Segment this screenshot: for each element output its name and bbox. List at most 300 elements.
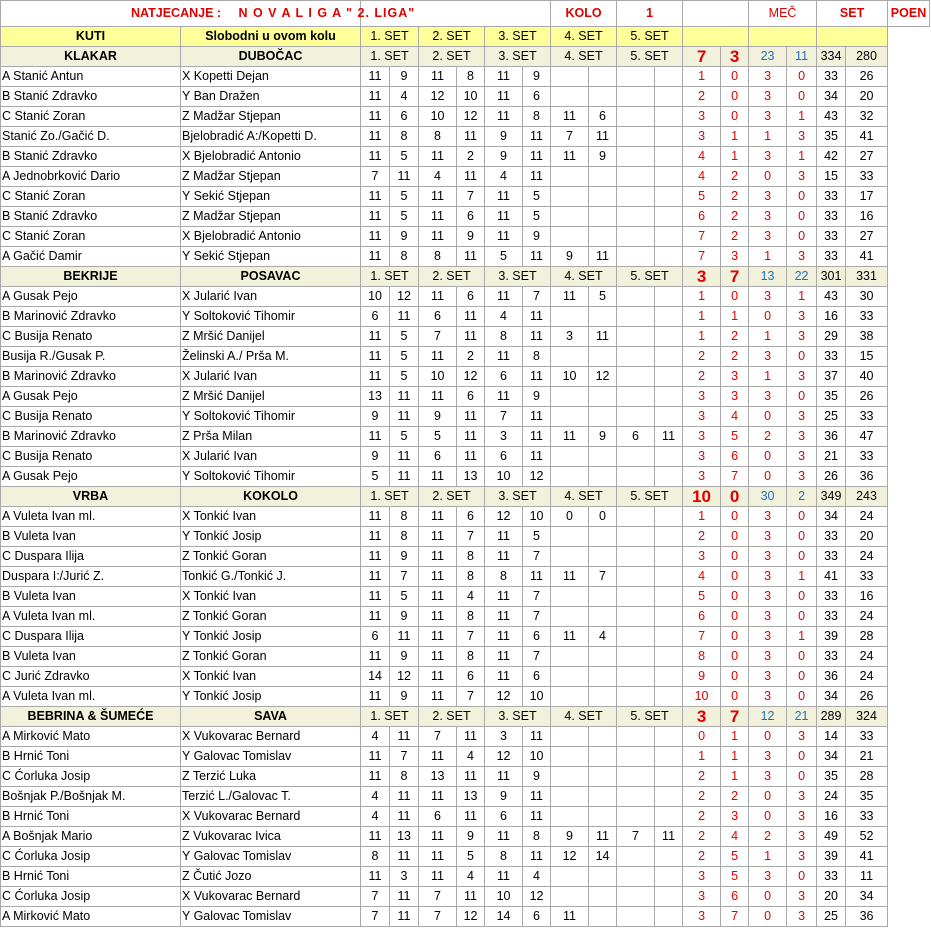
set-score: [551, 787, 589, 807]
set-score: 11: [485, 827, 523, 847]
set-score: 12: [419, 87, 457, 107]
game-row: [1, 527, 930, 547]
set-score: [551, 867, 589, 887]
set-score: [551, 587, 589, 607]
set-label: 4. SET: [551, 267, 617, 287]
set-label: 3. SET: [485, 47, 551, 67]
set-score: [655, 447, 683, 467]
sets-won-home: 3: [749, 147, 787, 167]
game-row: [1, 767, 930, 787]
set-score: 13: [361, 387, 390, 407]
running-score-home: 0: [683, 727, 721, 747]
points-home: 16: [817, 307, 846, 327]
home-player: B Hrnić Toni: [1, 867, 181, 887]
set-score: 11: [485, 87, 523, 107]
set-score: 11: [457, 307, 485, 327]
home-player: C Ćorluka Josip: [1, 847, 181, 867]
set-score: 11: [457, 247, 485, 267]
sets-won-home: 3: [749, 547, 787, 567]
set-score: 11: [419, 207, 457, 227]
points-home: 33: [817, 247, 846, 267]
sets-won-away: 0: [787, 687, 817, 707]
set-score: [617, 627, 655, 647]
set-score: 11: [419, 347, 457, 367]
set-score: 8: [523, 827, 551, 847]
sets-won-home: 3: [749, 227, 787, 247]
set-score: [551, 887, 589, 907]
set-score: 11: [457, 167, 485, 187]
set-score: [589, 467, 617, 487]
home-player: B Vuleta Ivan: [1, 587, 181, 607]
set-score: 5: [361, 467, 390, 487]
set-score: 8: [361, 847, 390, 867]
set-score: [617, 447, 655, 467]
set-score: 10: [523, 507, 551, 527]
set-score: 9: [390, 547, 419, 567]
sets-won-away: 0: [787, 667, 817, 687]
set-score: 12: [390, 667, 419, 687]
away-player: Z Terzić Luka: [181, 767, 361, 787]
set-score: 7: [419, 887, 457, 907]
set-score: 11: [390, 807, 419, 827]
home-player: Busija R./Gusak P.: [1, 347, 181, 367]
set-score: [655, 247, 683, 267]
match-score-away: 7: [721, 707, 749, 727]
sets-won-home: 3: [749, 687, 787, 707]
set-score: 4: [419, 167, 457, 187]
running-score-home: 3: [683, 387, 721, 407]
points-away: 24: [846, 607, 888, 627]
set-score: [655, 587, 683, 607]
away-player: Y Sekić Stjepan: [181, 247, 361, 267]
set-score: [655, 407, 683, 427]
sets-won-away: 3: [787, 247, 817, 267]
sets-won-home: 0: [749, 787, 787, 807]
set-score: 11: [457, 807, 485, 827]
running-score-home: 3: [683, 107, 721, 127]
points-home: 39: [817, 627, 846, 647]
match-header-row: [1, 267, 930, 287]
set-score: 11: [419, 527, 457, 547]
set-score: [589, 647, 617, 667]
set-score: 11: [361, 687, 390, 707]
home-player: A Bošnjak Mario: [1, 827, 181, 847]
running-score-home: 10: [683, 687, 721, 707]
set-score: 11: [419, 587, 457, 607]
set-score: 11: [523, 307, 551, 327]
set-score: [617, 227, 655, 247]
set-score: [551, 727, 589, 747]
set-score: 9: [457, 827, 485, 847]
home-player: A Gačić Damir: [1, 247, 181, 267]
set-score: [655, 327, 683, 347]
points-home: 15: [817, 167, 846, 187]
set-score: [655, 727, 683, 747]
away-player: Y Soltoković Tihomir: [181, 307, 361, 327]
away-player: Z Prša Milan: [181, 427, 361, 447]
set-score: 5: [523, 527, 551, 547]
set-score: [617, 747, 655, 767]
home-player: C Duspara Ilija: [1, 547, 181, 567]
set-score: 4: [485, 307, 523, 327]
set-score: 5: [419, 427, 457, 447]
set-score: 11: [390, 307, 419, 327]
away-player: Z Tonkić Goran: [181, 647, 361, 667]
home-player: C Busija Renato: [1, 407, 181, 427]
running-score-away: 2: [721, 207, 749, 227]
set-score: [617, 527, 655, 547]
set-score: 11: [419, 747, 457, 767]
points-home: 33: [817, 867, 846, 887]
running-score-away: 1: [721, 767, 749, 787]
set-score: 11: [419, 67, 457, 87]
points-away: 24: [846, 647, 888, 667]
sets-won-away: 0: [787, 547, 817, 567]
set-score: 11: [551, 287, 589, 307]
competition-label: NATJECANJE :: [131, 6, 222, 20]
set-score: [617, 507, 655, 527]
match-score-home: 3: [683, 707, 721, 727]
points-away: 28: [846, 767, 888, 787]
set-score: 12: [457, 907, 485, 927]
set-score: [589, 87, 617, 107]
home-player: C Busija Renato: [1, 327, 181, 347]
set-score: 6: [523, 627, 551, 647]
set-score: 11: [361, 547, 390, 567]
set-score: 0: [551, 507, 589, 527]
sets-won-home: 3: [749, 207, 787, 227]
set-score: 11: [523, 727, 551, 747]
points-home: 25: [817, 407, 846, 427]
running-score-home: 2: [683, 807, 721, 827]
set-score: 11: [523, 407, 551, 427]
set-score: 11: [390, 887, 419, 907]
set-score: 7: [457, 687, 485, 707]
set-score: 11: [523, 327, 551, 347]
sets-won-home: 3: [749, 107, 787, 127]
set-score: 11: [485, 207, 523, 227]
running-score-home: 3: [683, 407, 721, 427]
game-row: [1, 827, 930, 847]
running-score-away: 3: [721, 247, 749, 267]
set-score: 11: [419, 847, 457, 867]
set-score: [617, 687, 655, 707]
game-row: [1, 287, 930, 307]
points-away: 33: [846, 407, 888, 427]
running-score-away: 2: [721, 167, 749, 187]
sets-won-away: 3: [787, 327, 817, 347]
set-score: 11: [419, 627, 457, 647]
set-score: [617, 87, 655, 107]
points-total-home: 289: [817, 707, 846, 727]
set-score: 11: [390, 167, 419, 187]
away-player: X Jularić Ivan: [181, 287, 361, 307]
set-label: 5. SET: [617, 487, 683, 507]
sets-won-away: 0: [787, 507, 817, 527]
set-score: 4: [361, 727, 390, 747]
set-score: 7: [361, 167, 390, 187]
running-score-home: 1: [683, 287, 721, 307]
sets-won-away: 0: [787, 347, 817, 367]
home-player: C Busija Renato: [1, 447, 181, 467]
set-score: [589, 387, 617, 407]
running-score-away: 2: [721, 227, 749, 247]
running-score-home: 8: [683, 647, 721, 667]
running-score-away: 0: [721, 587, 749, 607]
set-score: [655, 387, 683, 407]
set-score: [655, 787, 683, 807]
sets-won-away: 3: [787, 427, 817, 447]
match-score-home: 10: [683, 487, 721, 507]
match-score-away: 7: [721, 267, 749, 287]
away-player: Z Madžar Stjepan: [181, 167, 361, 187]
set-score: [655, 127, 683, 147]
sets-won-home: 1: [749, 367, 787, 387]
points-home: 33: [817, 547, 846, 567]
set-score: 9: [523, 67, 551, 87]
game-row: [1, 307, 930, 327]
set-score: [589, 687, 617, 707]
set-score: 11: [361, 607, 390, 627]
game-row: [1, 227, 930, 247]
sets-won-home: 0: [749, 907, 787, 927]
game-row: [1, 367, 930, 387]
points-away: 24: [846, 547, 888, 567]
set-score: [617, 387, 655, 407]
sets-won-home: 0: [749, 307, 787, 327]
set-score: [655, 887, 683, 907]
points-away: 16: [846, 207, 888, 227]
points-home: 33: [817, 647, 846, 667]
game-row: [1, 847, 930, 867]
points-away: 33: [846, 567, 888, 587]
set-score: 7: [551, 127, 589, 147]
points-away: 33: [846, 447, 888, 467]
set-score: 5: [390, 347, 419, 367]
points-away: 15: [846, 347, 888, 367]
set-score: [551, 87, 589, 107]
points-home: 34: [817, 747, 846, 767]
away-player: Terzić L./Galovac T.: [181, 787, 361, 807]
away-player: Želinski A./ Prša M.: [181, 347, 361, 367]
set-score: 8: [390, 507, 419, 527]
sets-won-home: 3: [749, 347, 787, 367]
set-score: [617, 327, 655, 347]
set-score: 11: [361, 767, 390, 787]
sets-won-away: 3: [787, 807, 817, 827]
set-score: [551, 527, 589, 547]
set-score: 5: [390, 147, 419, 167]
running-score-away: 5: [721, 847, 749, 867]
set-score: 11: [419, 287, 457, 307]
set-score: 9: [523, 387, 551, 407]
set-score: [617, 347, 655, 367]
home-team-name: BEBRINA & ŠUMEĆE: [1, 707, 181, 727]
set-score: 10: [485, 887, 523, 907]
set-score: 11: [485, 587, 523, 607]
set-score: [617, 67, 655, 87]
running-score-home: 5: [683, 187, 721, 207]
set-score: 3: [485, 427, 523, 447]
away-player: Z Madžar Stjepan: [181, 207, 361, 227]
running-score-away: 0: [721, 527, 749, 547]
set-score: [655, 287, 683, 307]
home-player: B Vuleta Ivan: [1, 527, 181, 547]
running-score-away: 0: [721, 67, 749, 87]
home-player: A Vuleta Ivan ml.: [1, 507, 181, 527]
set-score: [589, 527, 617, 547]
set-score: [589, 307, 617, 327]
set-total-home: 13: [749, 267, 787, 287]
set-score: [551, 667, 589, 687]
sets-won-away: 3: [787, 127, 817, 147]
running-score-home: 3: [683, 467, 721, 487]
game-row: [1, 887, 930, 907]
set-score: 11: [523, 247, 551, 267]
points-home: 33: [817, 187, 846, 207]
running-score-home: 5: [683, 587, 721, 607]
home-team-name: KLAKAR: [1, 47, 181, 67]
away-player: Z Mršić Danijel: [181, 387, 361, 407]
running-score-away: 1: [721, 727, 749, 747]
set-score: 11: [419, 647, 457, 667]
set-score: 4: [361, 787, 390, 807]
home-player: A Vuleta Ivan ml.: [1, 607, 181, 627]
points-home: 43: [817, 107, 846, 127]
set-score: 11: [390, 467, 419, 487]
game-row: [1, 67, 930, 87]
set-score: [589, 867, 617, 887]
set-score: 6: [523, 87, 551, 107]
sets-won-away: 3: [787, 367, 817, 387]
set-score: 11: [457, 767, 485, 787]
set-score: 11: [485, 107, 523, 127]
set-score: 11: [551, 907, 589, 927]
set-score: 11: [485, 607, 523, 627]
home-player: C Jurić Zdravko: [1, 667, 181, 687]
running-score-home: 1: [683, 307, 721, 327]
set-score: 4: [523, 867, 551, 887]
set-score: [655, 347, 683, 367]
set-total-home: 12: [749, 707, 787, 727]
set-score: 7: [523, 587, 551, 607]
set-score: 11: [589, 327, 617, 347]
set-score: 9: [485, 147, 523, 167]
away-player: X Jularić Ivan: [181, 447, 361, 467]
points-home: 33: [817, 607, 846, 627]
set-score: 6: [457, 667, 485, 687]
set-score: 11: [390, 907, 419, 927]
set-score: 14: [361, 667, 390, 687]
set-score: 10: [523, 687, 551, 707]
set-score: 6: [485, 367, 523, 387]
match-score-away: 3: [721, 47, 749, 67]
set-score: 11: [655, 827, 683, 847]
running-score-away: 0: [721, 567, 749, 587]
sets-won-away: 0: [787, 187, 817, 207]
points-home: 33: [817, 67, 846, 87]
game-row: [1, 87, 930, 107]
set-score: 6: [485, 447, 523, 467]
points-home: 34: [817, 687, 846, 707]
set-score: [655, 847, 683, 867]
set-score: 11: [485, 527, 523, 547]
running-score-away: 1: [721, 147, 749, 167]
set-score: [551, 547, 589, 567]
set-score: [551, 387, 589, 407]
set-score: [617, 887, 655, 907]
home-player: B Stanić Zdravko: [1, 207, 181, 227]
set-score: 7: [361, 907, 390, 927]
set-score: [551, 687, 589, 707]
home-player: B Marinović Zdravko: [1, 307, 181, 327]
set-total-away: 2: [787, 487, 817, 507]
set-score: 4: [457, 587, 485, 607]
set-score: [655, 567, 683, 587]
set-score: 4: [457, 747, 485, 767]
away-player: Y Tonkić Josip: [181, 527, 361, 547]
sets-won-home: 3: [749, 607, 787, 627]
set-score: 11: [419, 467, 457, 487]
game-row: [1, 807, 930, 827]
points-home: 34: [817, 507, 846, 527]
set-score: 11: [361, 327, 390, 347]
sets-won-home: 2: [749, 827, 787, 847]
set-score: [589, 547, 617, 567]
set-score: [617, 727, 655, 747]
running-score-home: 6: [683, 607, 721, 627]
sets-won-away: 0: [787, 227, 817, 247]
sets-won-home: 3: [749, 627, 787, 647]
set-score: 11: [457, 407, 485, 427]
set-score: 5: [390, 187, 419, 207]
points-away: 26: [846, 687, 888, 707]
league-name: N O V A L I G A " 2. LIGA": [238, 6, 416, 20]
points-home: 34: [817, 87, 846, 107]
set-score: 6: [589, 107, 617, 127]
set-score: 11: [457, 887, 485, 907]
set-score: [617, 207, 655, 227]
running-score-away: 0: [721, 607, 749, 627]
sets-won-home: 0: [749, 447, 787, 467]
results-body: [1, 47, 930, 927]
set-score: [655, 687, 683, 707]
points-home: 26: [817, 467, 846, 487]
away-player: Tonkić G./Tonkić J.: [181, 567, 361, 587]
set-score: [551, 807, 589, 827]
set-score: [617, 907, 655, 927]
home-player: Stanić Zo./Gačić D.: [1, 127, 181, 147]
set-label: 2. SET: [419, 707, 485, 727]
sets-won-home: 0: [749, 407, 787, 427]
set-score: 12: [523, 887, 551, 907]
set-score: 11: [361, 87, 390, 107]
running-score-away: 5: [721, 867, 749, 887]
set-score: [551, 167, 589, 187]
set-score: [617, 107, 655, 127]
set-score: 13: [419, 767, 457, 787]
set-score: 7: [419, 727, 457, 747]
points-away: 26: [846, 387, 888, 407]
points-home: 42: [817, 147, 846, 167]
sets-won-home: 3: [749, 587, 787, 607]
home-player: C Stanić Zoran: [1, 227, 181, 247]
set-score: 11: [361, 567, 390, 587]
set-score: 11: [361, 67, 390, 87]
set-label: 4. SET: [551, 707, 617, 727]
set-score: 11: [361, 247, 390, 267]
set-score: [589, 167, 617, 187]
